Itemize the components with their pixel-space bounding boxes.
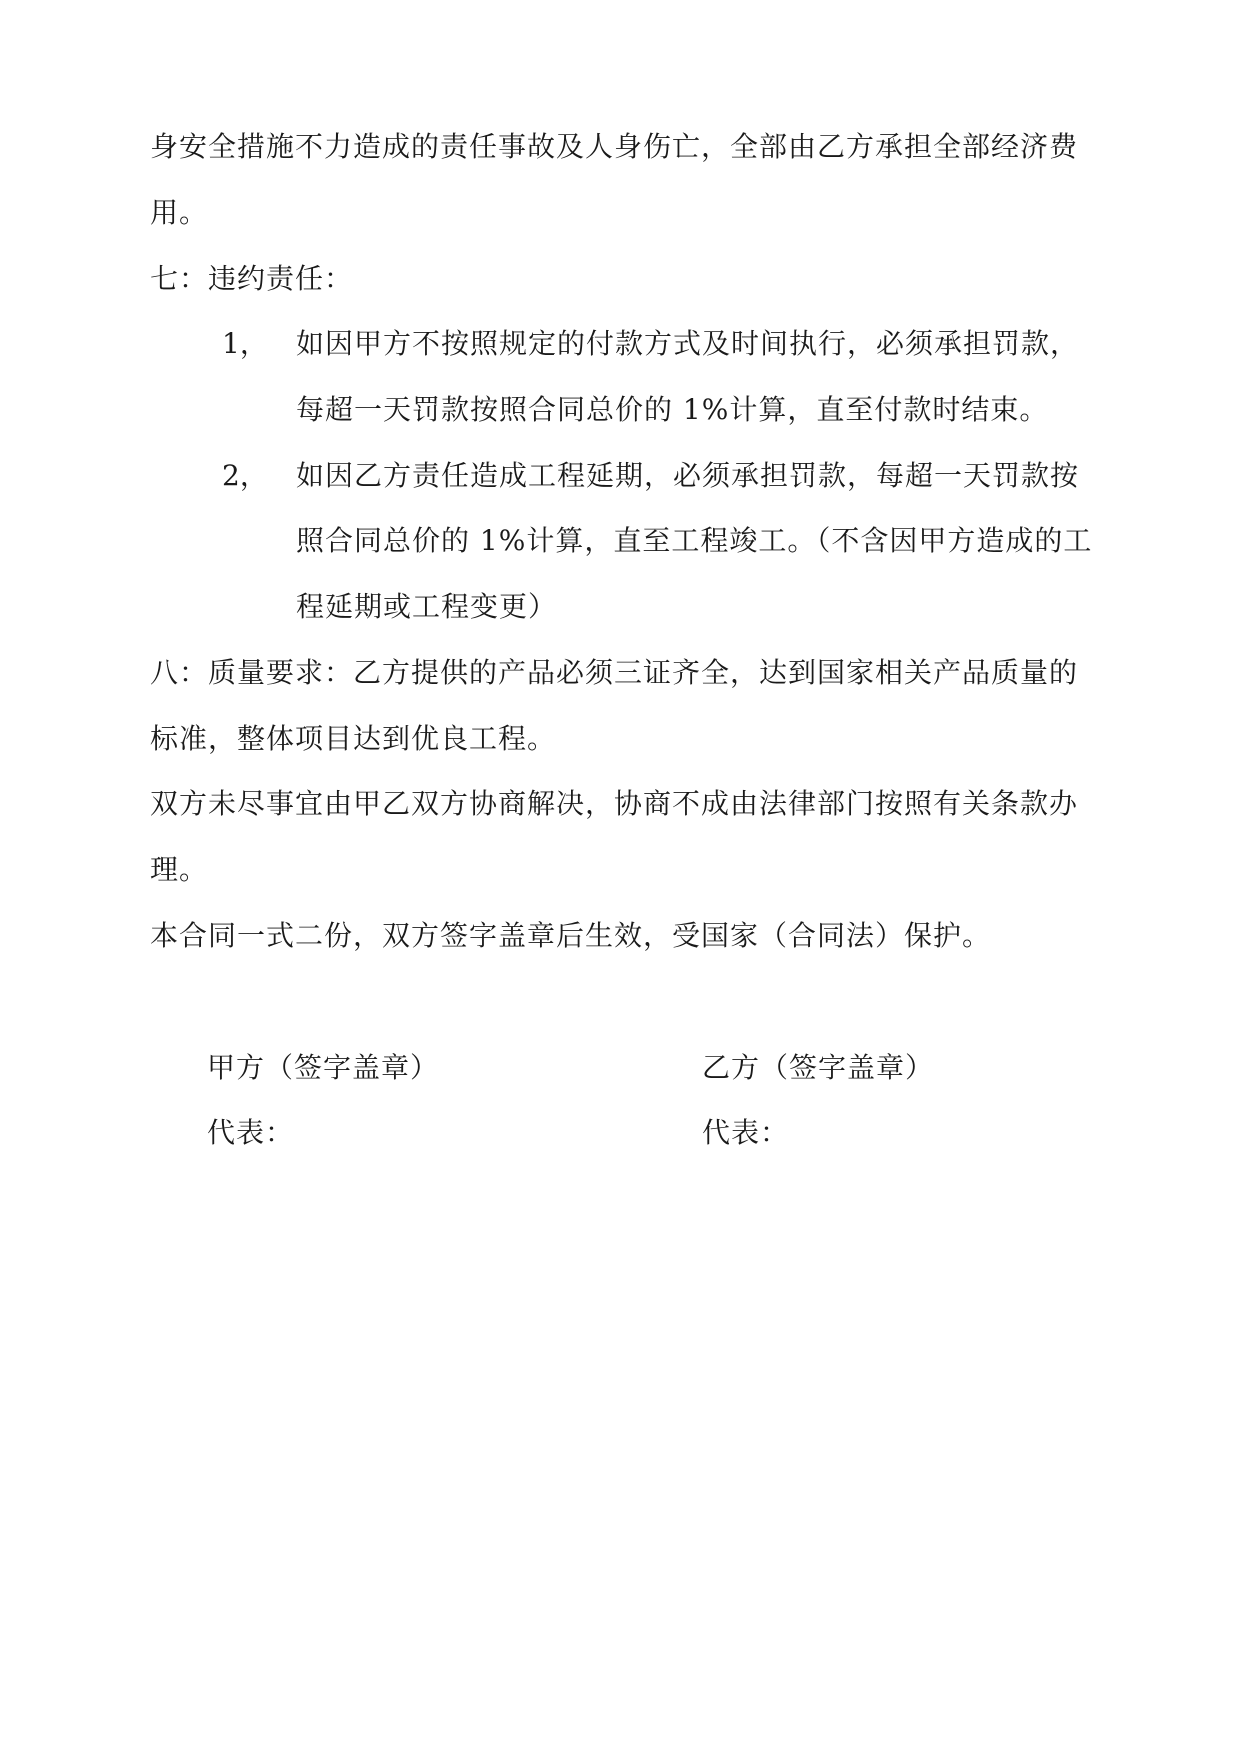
list-item-line: 每超一天罚款按照合同总价的 1%计算，直至付款时结束。	[296, 393, 1049, 426]
section-8-line: 八：质量要求：乙方提供的产品必须三证齐全，达到国家相关产品质量的	[150, 656, 1079, 689]
body-line: 理。	[150, 853, 209, 886]
body-line: 用。	[150, 196, 209, 229]
section-7-heading: 七：违约责任：	[150, 262, 354, 295]
section-8-line: 标准，整体项目达到优良工程。	[150, 722, 557, 755]
list-item-line: 程延期或工程变更）	[296, 590, 558, 623]
list-item-number: 1，	[222, 327, 268, 360]
party-a-signature-label: 甲方（签字盖章）	[207, 1051, 440, 1084]
party-b-signature-label: 乙方（签字盖章）	[702, 1051, 935, 1084]
body-line: 身安全措施不力造成的责任事故及人身伤亡，全部由乙方承担全部经济费	[150, 130, 1079, 163]
list-item-line: 如因乙方责任造成工程延期，必须承担罚款，每超一天罚款按	[296, 459, 1080, 492]
body-line: 本合同一式二份，双方签字盖章后生效，受国家（合同法）保护。	[150, 919, 992, 952]
party-b-representative-label: 代表：	[702, 1116, 790, 1149]
list-item-line: 照合同总价的 1%计算，直至工程竣工。（不含因甲方造成的工	[296, 524, 1093, 557]
body-line: 双方未尽事宜由甲乙双方协商解决，协商不成由法律部门按照有关条款办	[150, 787, 1079, 820]
list-item-number: 2，	[222, 459, 268, 492]
party-a-representative-label: 代表：	[207, 1116, 295, 1149]
list-item-line: 如因甲方不按照规定的付款方式及时间执行，必须承担罚款，	[296, 327, 1080, 360]
